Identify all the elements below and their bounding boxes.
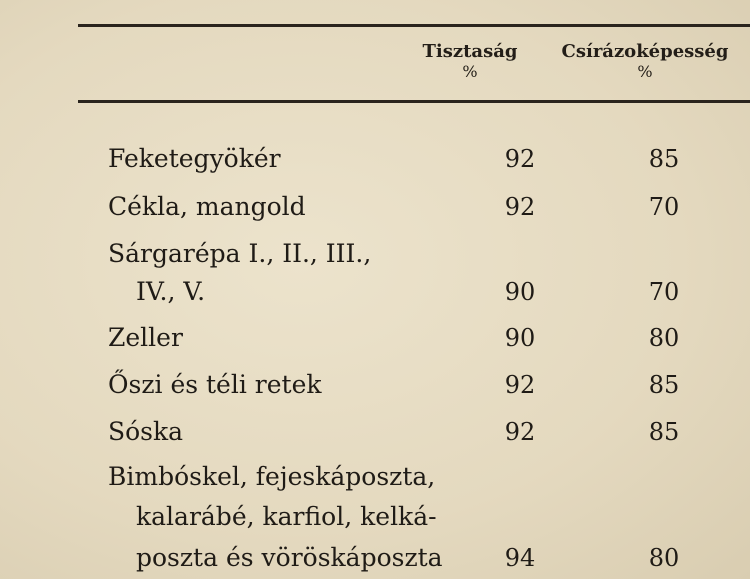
row-name: Bimbóskel, fejeskáposzta, [108, 462, 436, 491]
row-name: Cékla, mangold [108, 192, 306, 221]
header-purity-label: Tisztaság [422, 41, 518, 62]
row-name-continuation: IV., V. [136, 277, 206, 306]
table-header-rule [78, 100, 750, 103]
row-germination: 70 [648, 193, 680, 221]
row-purity: 94 [504, 544, 536, 572]
row-purity: 92 [504, 145, 536, 173]
row-name-continuation: kalarábé, karfiol, kelká- [136, 502, 437, 531]
row-name: Őszi és téli retek [108, 370, 322, 399]
row-name-continuation: poszta és vöröskáposzta [136, 543, 443, 572]
row-germination: 70 [648, 278, 680, 306]
row-purity: 90 [504, 278, 536, 306]
row-germination: 85 [648, 371, 680, 399]
row-name: Sóska [108, 417, 184, 446]
header-purity [405, 42, 535, 81]
row-purity: 92 [504, 418, 536, 446]
header-germination-label: Csírázoképesség [561, 41, 729, 62]
row-name: Feketegyökér [108, 144, 281, 173]
row-germination: 80 [648, 544, 680, 572]
header-germination-unit: % [637, 61, 653, 81]
row-germination: 85 [648, 145, 680, 173]
row-purity: 92 [504, 371, 536, 399]
table-top-rule [78, 24, 750, 27]
header-purity-unit: % [462, 61, 478, 81]
header-germination [540, 42, 750, 81]
row-name: Zeller [108, 323, 183, 352]
row-germination: 85 [648, 418, 680, 446]
row-name: Sárgarépa I., II., III., [108, 239, 372, 268]
row-purity: 92 [504, 193, 536, 221]
row-purity: 90 [504, 324, 536, 352]
row-germination: 80 [648, 324, 680, 352]
